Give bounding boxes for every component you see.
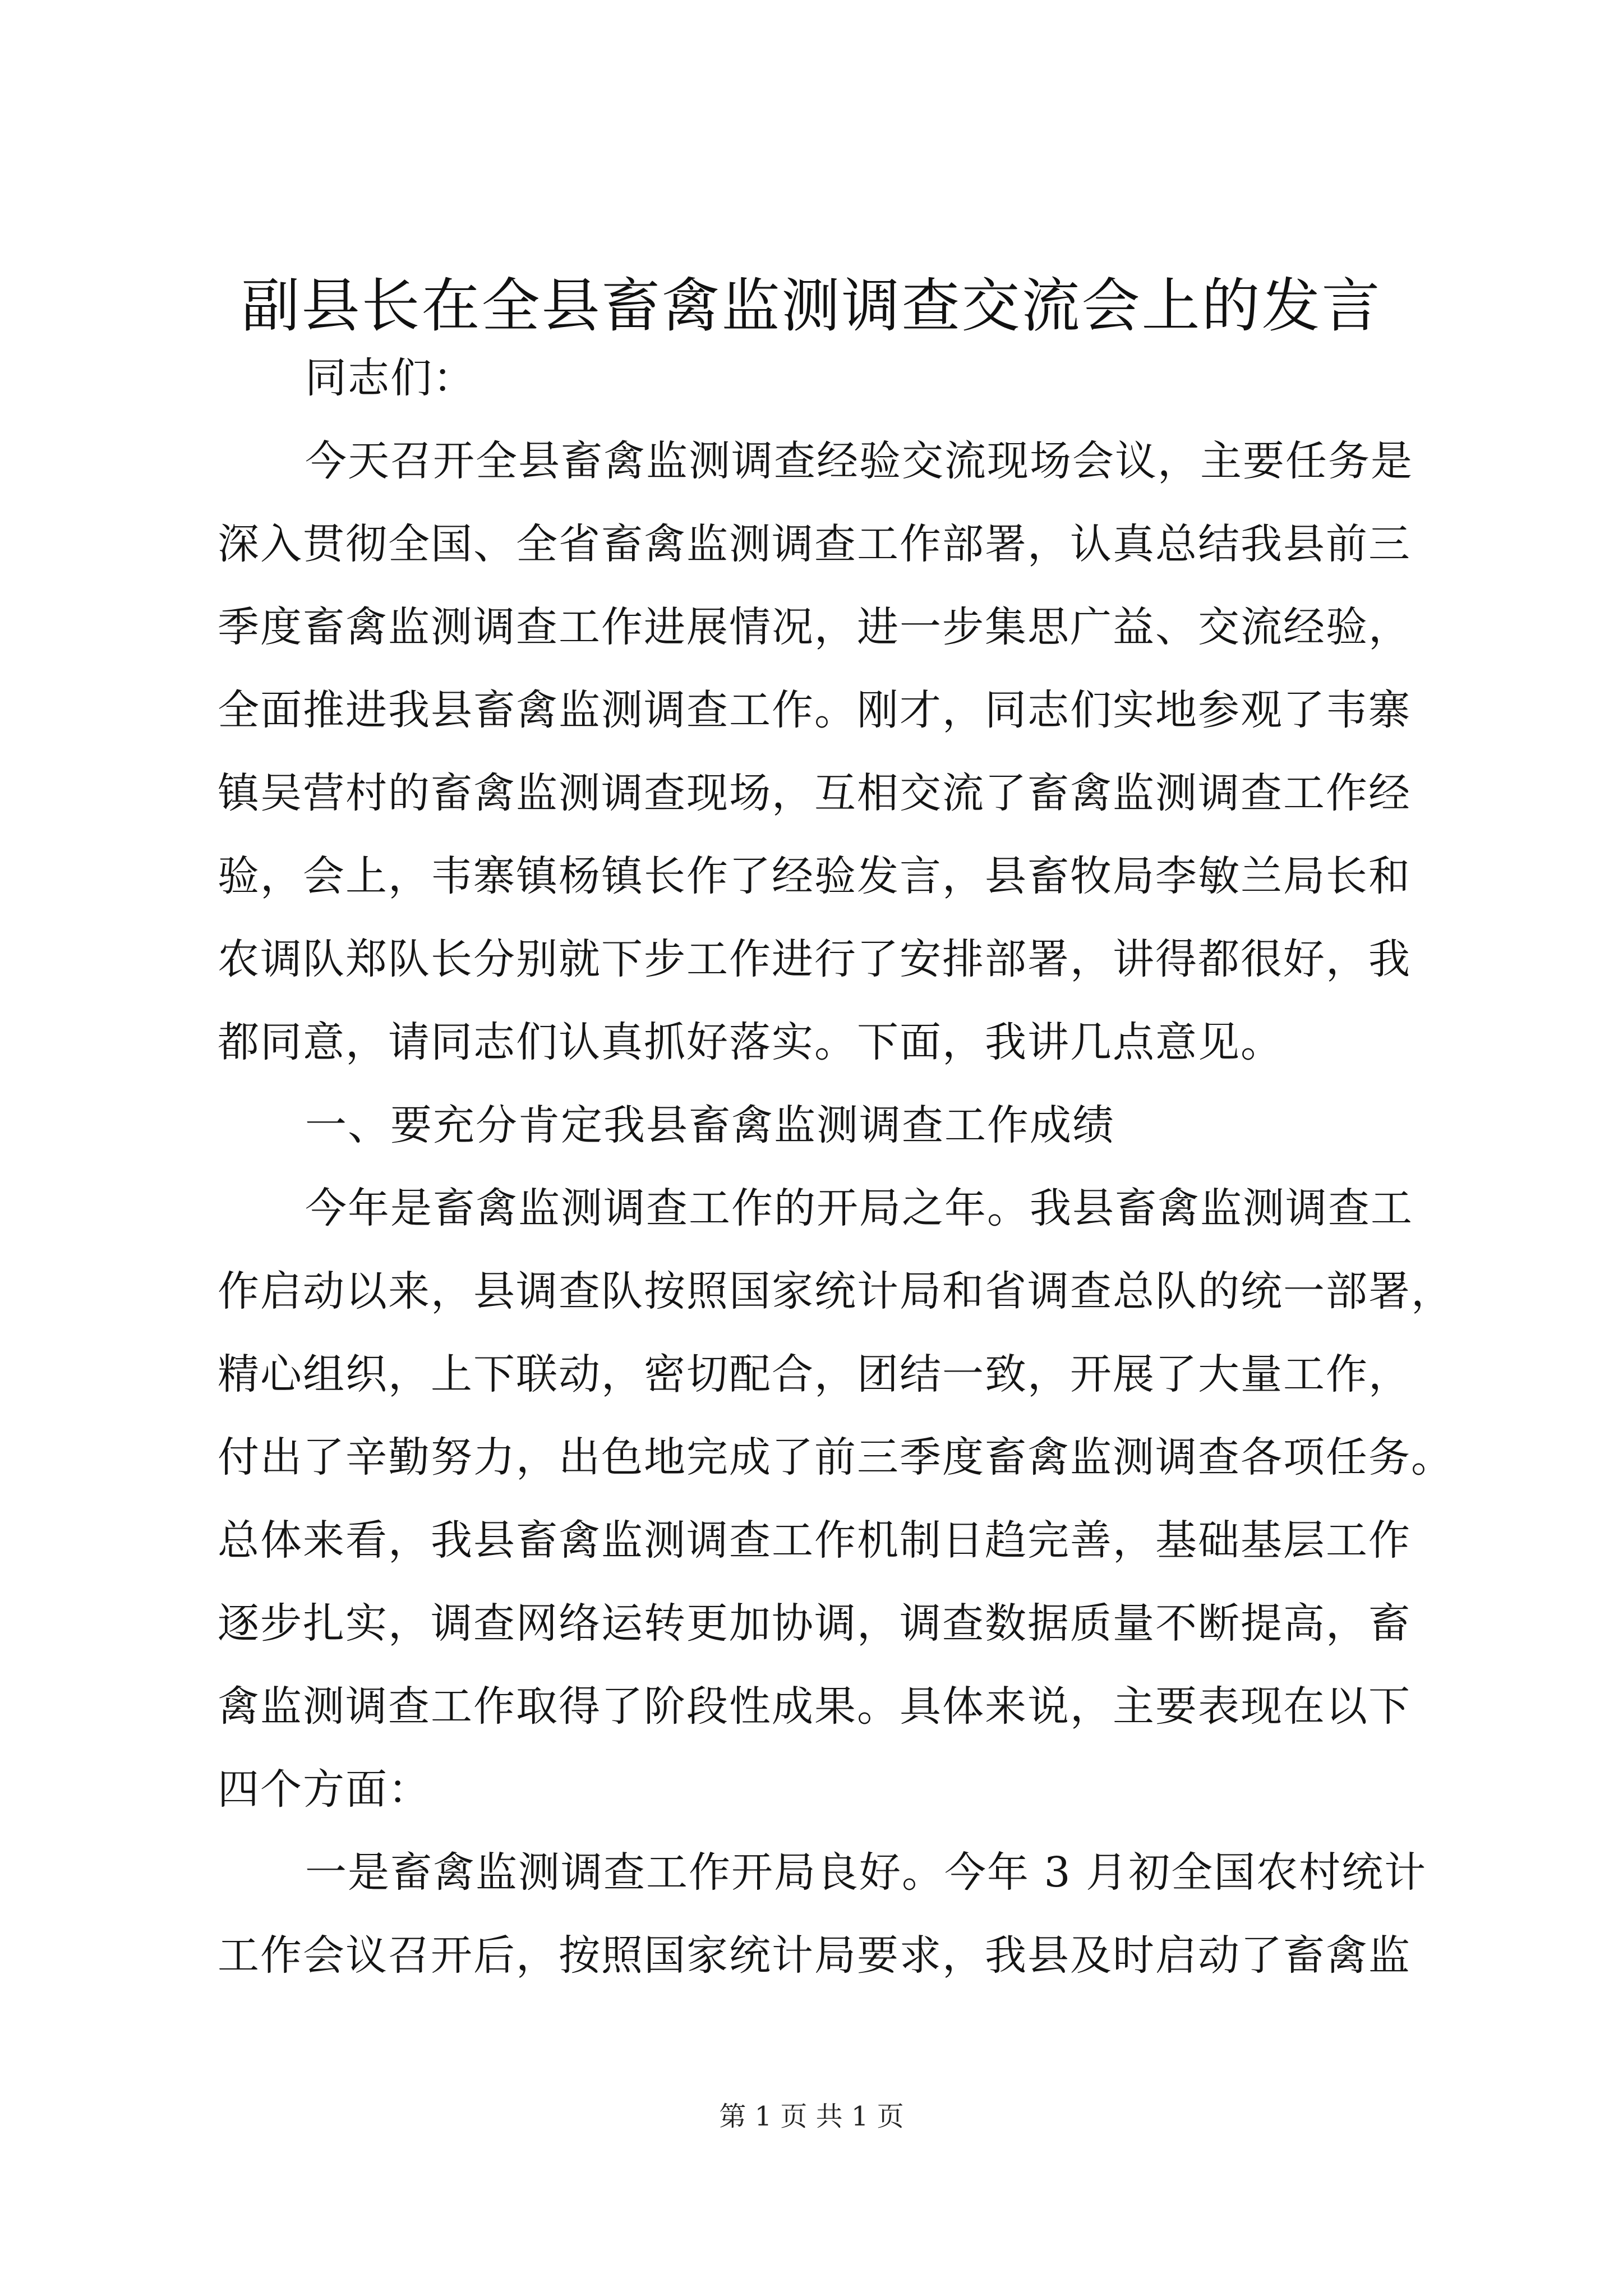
document-title: 副县长在全县畜禽监测调查交流会上的发言 bbox=[241, 271, 1382, 340]
paragraph-line: 深入贯彻全国、全省畜禽监测调查工作部署，认真总结我县前三 bbox=[218, 520, 1411, 568]
paragraph-line: 农调队郑队长分别就下步工作进行了安排部署，讲得都很好，我 bbox=[218, 935, 1411, 983]
paragraph-line: 禽监测调查工作取得了阶段性成果。具体来说，主要表现在以下 bbox=[218, 1682, 1411, 1731]
paragraph-line: 今年是畜禽监测调查工作的开局之年。我县畜禽监测调查工 bbox=[305, 1184, 1413, 1232]
paragraph-line: 作启动以来，县调查队按照国家统计局和省调查总队的统一部署， bbox=[218, 1267, 1454, 1315]
section-heading: 一、要充分肯定我县畜禽监测调查工作成绩 bbox=[305, 1101, 1115, 1149]
paragraph-line: 精心组织，上下联动，密切配合，团结一致，开展了大量工作， bbox=[218, 1350, 1411, 1398]
paragraph-line: 四个方面： bbox=[218, 1765, 431, 1814]
paragraph-line: 一是畜禽监测调查工作开局良好。今年 3 月初全国农村统计 bbox=[305, 1848, 1427, 1897]
document-body bbox=[218, 337, 1454, 1997]
page-footer: 第 1 页 共 1 页 bbox=[719, 2101, 904, 2132]
paragraph-line: 都同意，请同志们认真抓好落实。下面，我讲几点意见。 bbox=[218, 1018, 1283, 1066]
salutation-line: 同志们： bbox=[305, 354, 476, 402]
paragraph-line: 全面推进我县畜禽监测调查工作。刚才，同志们实地参观了韦寨 bbox=[218, 686, 1411, 734]
paragraph-line: 逐步扎实，调查网络运转更加协调，调查数据质量不断提高，畜 bbox=[218, 1599, 1411, 1648]
paragraph-line: 总体来看，我县畜禽监测调查工作机制日趋完善，基础基层工作 bbox=[218, 1516, 1411, 1565]
paragraph-line: 验，会上，韦寨镇杨镇长作了经验发言，县畜牧局李敏兰局长和 bbox=[218, 852, 1411, 900]
paragraph-line: 季度畜禽监测调查工作进展情况，进一步集思广益、交流经验， bbox=[218, 603, 1411, 651]
paragraph-line: 今天召开全县畜禽监测调查经验交流现场会议，主要任务是 bbox=[305, 437, 1413, 485]
paragraph-line: 付出了辛勤努力，出色地完成了前三季度畜禽监测调查各项任务。 bbox=[218, 1433, 1454, 1481]
paragraph-line: 镇吴营村的畜禽监测调查现场，互相交流了畜禽监测调查工作经 bbox=[218, 769, 1411, 817]
paragraph-line: 工作会议召开后，按照国家统计局要求，我县及时启动了畜禽监 bbox=[218, 1931, 1411, 1980]
